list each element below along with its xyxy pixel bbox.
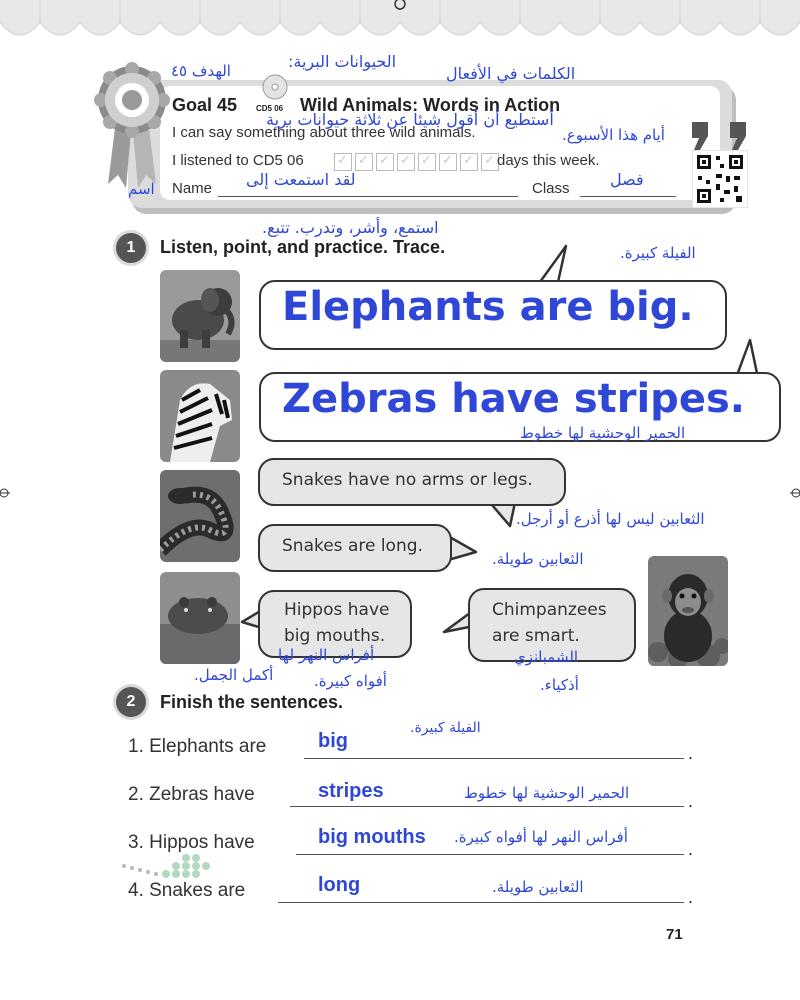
day-checkbox[interactable] <box>418 153 436 171</box>
chimpanzee-photo <box>648 556 728 666</box>
page-title: Wild Animals: Words in Action <box>300 95 561 115</box>
page-number: 71 <box>666 926 683 943</box>
traced-sentence-zebras: Zebras have stripes. <box>282 376 745 422</box>
hippo-photo <box>160 572 240 664</box>
objective-text: I can say something about three wild animals. <box>172 124 476 141</box>
exercise-2-prompt: 2. Zebras have <box>128 784 255 805</box>
name-field[interactable] <box>218 196 518 197</box>
arabic-hippos-line1: أفراس النهر لها <box>278 646 375 664</box>
exercise-4-answer[interactable]: long <box>318 874 361 896</box>
period: . <box>688 792 694 811</box>
exercise-1-arabic: الفيلة كبيرة. <box>410 720 481 736</box>
exercise-3-answer-line[interactable] <box>296 854 684 855</box>
traced-sentence-elephants: Elephants are big. <box>282 284 694 330</box>
arabic-days: أيام هذا الأسبوع. <box>562 126 665 144</box>
arabic-snakes-no-arms: الثعابين ليس لها أذرع أو أرجل. <box>516 510 705 528</box>
period: . <box>688 840 694 859</box>
section-2-heading: Finish the sentences. <box>160 692 344 712</box>
sentence-chimpanzees-line2: are smart. <box>492 626 580 646</box>
exercise-1-prompt: 1. Elephants are <box>128 736 267 757</box>
exercise-3-prompt: 3. Hippos have <box>128 832 255 853</box>
zebra-photo <box>160 370 240 462</box>
awning-decoration <box>0 0 800 48</box>
qr-code-icon[interactable] <box>692 150 748 208</box>
day-checkbox[interactable] <box>376 153 394 171</box>
exercise-1-answer[interactable]: big <box>318 730 348 752</box>
arabic-words-in-action: الكلمات في الأفعال <box>446 64 576 83</box>
class-label: Class <box>532 180 570 197</box>
arabic-goal-label: الهدف ٤٥ <box>171 62 231 80</box>
section-1-number: 1 <box>116 233 146 263</box>
exercise-1-answer-line[interactable] <box>304 758 684 759</box>
registration-mark-left <box>0 486 14 500</box>
class-field[interactable] <box>580 196 676 197</box>
arabic-name: اسم <box>128 180 155 198</box>
quote-marks-icon <box>684 118 764 152</box>
sentence-hippos-line1: Hippos have <box>284 600 390 620</box>
exercise-2-answer-line[interactable] <box>290 806 684 807</box>
arabic-class: فصل <box>610 170 644 189</box>
snake-photo <box>160 470 240 562</box>
section-1-heading: Listen, point, and practice. Trace. <box>160 237 446 257</box>
arabic-zebras: الحمير الوحشية لها خطوط <box>520 424 686 442</box>
listening-checkboxes[interactable] <box>334 151 502 171</box>
exercise-2-answer[interactable]: stripes <box>318 780 384 802</box>
goal-rosette-icon <box>92 60 172 190</box>
sentence-snakes-no-arms: Snakes have no arms or legs. <box>282 470 533 490</box>
name-label: Name <box>172 180 213 197</box>
day-checkbox[interactable] <box>397 153 415 171</box>
watermark-logo <box>116 852 212 906</box>
registration-mark-right <box>786 486 800 500</box>
days-label: days this week. <box>497 152 600 169</box>
arabic-elephants: الفيلة كبيرة. <box>620 244 696 262</box>
day-checkbox[interactable] <box>334 153 352 171</box>
elephant-photo <box>160 270 240 362</box>
day-checkbox[interactable] <box>439 153 457 171</box>
section-2-arabic-heading: أكمل الجمل. <box>194 666 274 684</box>
exercise-4-arabic: الثعابين طويلة. <box>492 878 584 896</box>
arabic-objective: أستطيع أن أقول شيئا عن ثلاثة حيوانات برية <box>266 110 554 129</box>
section-1-arabic-heading: استمع، وأشر، وتدرب. تتبع. <box>262 218 439 237</box>
exercise-2-arabic: الحمير الوحشية لها خطوط <box>464 784 630 802</box>
arabic-hippos-line2: أفواه كبيرة. <box>314 672 387 690</box>
day-checkbox[interactable] <box>355 153 373 171</box>
exercise-4-answer-line[interactable] <box>278 902 684 903</box>
sentence-snakes-long: Snakes are long. <box>282 536 423 556</box>
period: . <box>688 888 694 907</box>
arabic-listened: لقد استمعت إلى <box>246 170 356 189</box>
goal-label: Goal 45 <box>172 95 238 115</box>
listened-label: I listened to CD5 06 <box>172 152 304 169</box>
day-checkbox[interactable] <box>460 153 478 171</box>
arabic-chimpanzees-line2: أذكياء. <box>540 676 579 694</box>
exercise-3-answer[interactable]: big mouths <box>318 826 426 848</box>
exercise-4-prompt: 4. Snakes are <box>128 880 246 901</box>
arabic-snakes-long: الثعابين طويلة. <box>492 550 584 568</box>
cd-icon <box>262 74 288 100</box>
sentence-chimpanzees-line1: Chimpanzees <box>492 600 607 620</box>
cd-track-label: CD5 06 <box>256 104 284 113</box>
period: . <box>688 744 694 763</box>
section-2-number: 2 <box>116 687 146 717</box>
arabic-wild-animals: الحيوانات البرية: <box>288 52 397 71</box>
sentence-hippos-line2: big mouths. <box>284 626 386 646</box>
arabic-chimpanzees-line1: الشمبانزي <box>514 648 579 666</box>
exercise-3-arabic: أفراس النهر لها أفواه كبيرة. <box>454 828 628 846</box>
